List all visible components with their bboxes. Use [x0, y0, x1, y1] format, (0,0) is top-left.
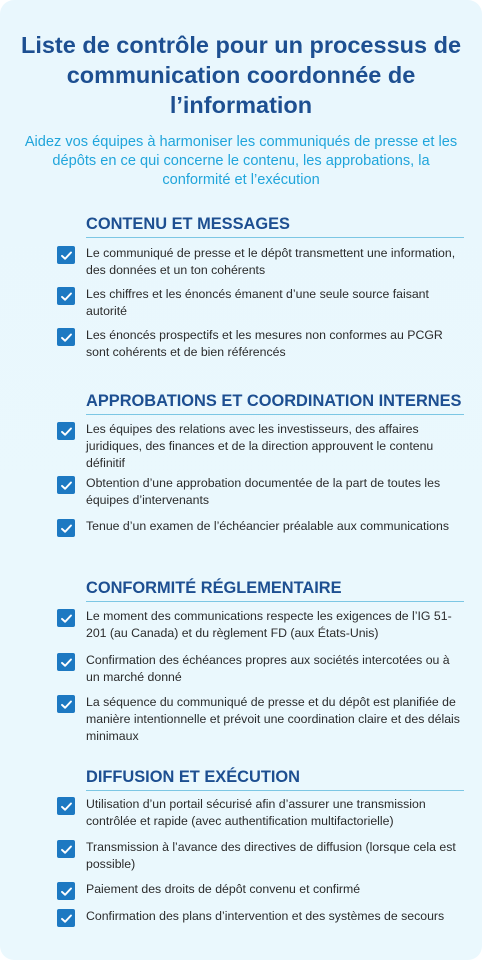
- checkbox-checked-icon[interactable]: [57, 609, 75, 627]
- checklist-item-text: Transmission à l’avance des directives de diffusion (lorsque cela est possible): [86, 840, 456, 871]
- checkbox-checked-icon[interactable]: [57, 653, 75, 671]
- section-title: CONTENU ET MESSAGES: [86, 215, 290, 233]
- checklist-item-text: Utilisation d’un portail sécurisé afin d’assurer une transmission contrôlée et rapide (avec authentification multifactorielle): [86, 797, 426, 828]
- checklist-item-text: Les équipes des relations avec les investisseurs, des affaires juridiques, des finances et de la direction approuvent le contenu définitif: [86, 422, 434, 470]
- section-divider: [86, 601, 464, 602]
- checklist-item-text: Tenue d’un examen de l’échéancier préalable aux communications: [86, 519, 449, 533]
- checkbox-checked-icon[interactable]: [57, 909, 75, 927]
- checklist-item-text: Obtention d’une approbation documentée de la part de toutes les équipes d’intervenants: [86, 476, 441, 507]
- section-divider: [86, 790, 464, 791]
- checkbox-checked-icon[interactable]: [57, 328, 75, 346]
- checklist-item-text: Les énoncés prospectifs et les mesures non conformes au PCGR sont cohérents et de bien référencés: [86, 328, 443, 359]
- checkbox-checked-icon[interactable]: [57, 519, 75, 537]
- checkbox-checked-icon[interactable]: [57, 287, 75, 305]
- page-title: Liste de contrôle pour un processus de communication coordonnée de l’information: [20, 32, 462, 118]
- section-title: DIFFUSION ET EXÉCUTION: [86, 768, 300, 786]
- checkbox-checked-icon[interactable]: [57, 840, 75, 858]
- section-divider: [86, 237, 464, 238]
- section-title: CONFORMITÉ RÉGLEMENTAIRE: [86, 579, 342, 597]
- section-title: APPROBATIONS ET COORDINATION INTERNES: [86, 392, 462, 410]
- checklist-item-text: Le moment des communications respecte les exigences de l’IG 51-201 (au Canada) et du règlement FD (aux États-Unis): [86, 609, 452, 640]
- page-subtitle: Aidez vos équipes à harmoniser les communiqués de presse et les dépôts en ce qui concerne le contenu, les approbations, la conformité et l’exécution: [24, 134, 458, 188]
- checklist-item-text: La séquence du communiqué de presse et du dépôt est planifiée de manière intentionnelle et prévoit une coordination claire et des délais minimaux: [86, 695, 460, 743]
- checklist-item-text: Confirmation des plans d’intervention et des systèmes de secours: [86, 909, 445, 923]
- checkbox-checked-icon[interactable]: [57, 695, 75, 713]
- checkbox-checked-icon[interactable]: [57, 797, 75, 815]
- section-divider: [86, 414, 464, 415]
- checklist-item-text: Le communiqué de presse et le dépôt transmettent une information, des données et un ton cohérents: [86, 246, 456, 277]
- checklist-item-text: Confirmation des échéances propres aux sociétés intercotées ou à un marché donné: [86, 653, 450, 684]
- checkbox-checked-icon[interactable]: [57, 246, 75, 264]
- checkbox-checked-icon[interactable]: [57, 476, 75, 494]
- checkbox-checked-icon[interactable]: [57, 422, 75, 440]
- checkbox-checked-icon[interactable]: [57, 882, 75, 900]
- checklist-item-text: Les chiffres et les énoncés émanent d’une seule source faisant autorité: [86, 287, 429, 318]
- checklist-item-text: Paiement des droits de dépôt convenu et confirmé: [86, 882, 361, 896]
